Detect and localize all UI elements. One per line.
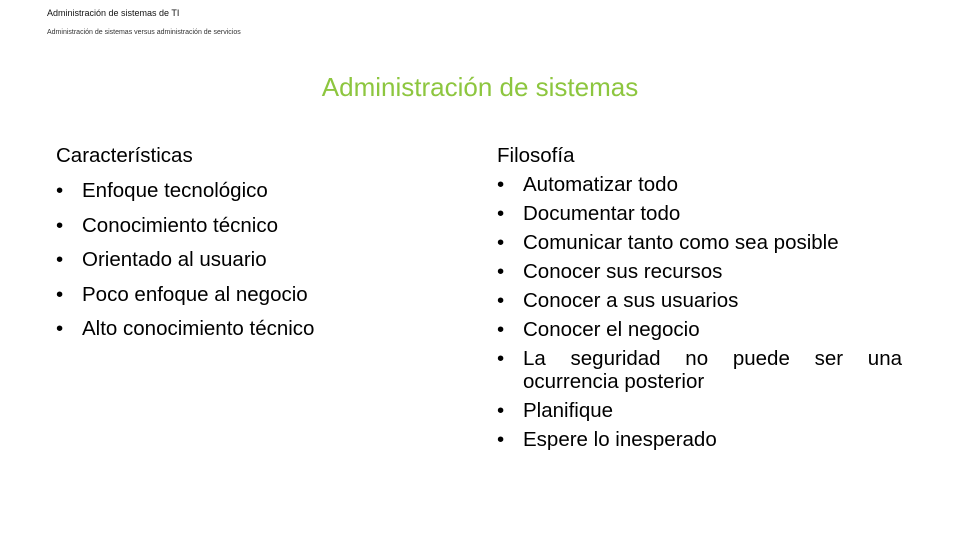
list-item-text: Planifique — [523, 399, 614, 422]
bullet-icon: • — [497, 260, 505, 283]
list-item — [497, 257, 902, 286]
list-item — [497, 170, 902, 199]
list-item — [56, 174, 386, 209]
course-title: Administración de sistemas de TI — [47, 8, 180, 18]
bullet-icon: • — [497, 231, 505, 254]
list-item — [497, 425, 902, 454]
list-item-text: Poco enfoque al negocio — [82, 282, 308, 306]
list-item-text: Conocimiento técnico — [82, 213, 278, 237]
bullet-icon: • — [56, 248, 64, 271]
list-item — [497, 286, 902, 315]
bullet-icon: • — [56, 213, 64, 237]
list-item — [497, 199, 902, 228]
bullet-icon: • — [497, 347, 505, 370]
bullet-icon: • — [497, 428, 505, 451]
list-item-text: Enfoque tecnológico — [82, 179, 268, 202]
list-item-text: Comunicar tanto como sea posible — [523, 231, 839, 254]
bullet-icon: • — [497, 399, 505, 422]
philosophy-heading: Filosofía — [497, 144, 575, 167]
list-item — [56, 312, 386, 347]
bullet-icon: • — [56, 179, 64, 202]
bullet-icon: • — [497, 173, 505, 196]
bullet-icon: • — [497, 289, 505, 312]
section-subtitle: Administración de sistemas versus administración de servicios — [47, 29, 241, 36]
list-item — [497, 396, 902, 425]
list-item-text: Conocer el negocio — [523, 318, 700, 341]
list-item-text: Conocer sus recursos — [523, 260, 723, 283]
list-item-text: Alto conocimiento técnico — [82, 317, 315, 340]
characteristics-heading: Características — [56, 144, 193, 167]
bullet-icon: • — [56, 317, 64, 340]
characteristics-list — [56, 174, 386, 347]
philosophy-list — [497, 170, 902, 454]
characteristics-column — [56, 141, 386, 347]
list-item-text: Automatizar todo — [523, 173, 678, 196]
list-item-text: Conocer a sus usuarios — [523, 289, 739, 312]
list-item — [56, 209, 386, 244]
bullet-icon: • — [497, 202, 505, 225]
bullet-icon: • — [56, 282, 64, 306]
philosophy-column — [497, 141, 902, 454]
list-item-text: La seguridad no puede ser una ocurrencia posterior — [523, 347, 902, 393]
bullet-icon: • — [497, 318, 505, 341]
list-item — [56, 243, 386, 278]
slide-title: Administración de sistemas — [321, 72, 639, 102]
list-item — [497, 315, 902, 344]
list-item-text: Documentar todo — [523, 202, 681, 225]
list-item-text: Espere lo inesperado — [523, 428, 717, 451]
list-item-text: Orientado al usuario — [82, 248, 267, 271]
list-item — [497, 228, 902, 257]
list-item — [56, 278, 386, 313]
list-item — [497, 344, 902, 396]
